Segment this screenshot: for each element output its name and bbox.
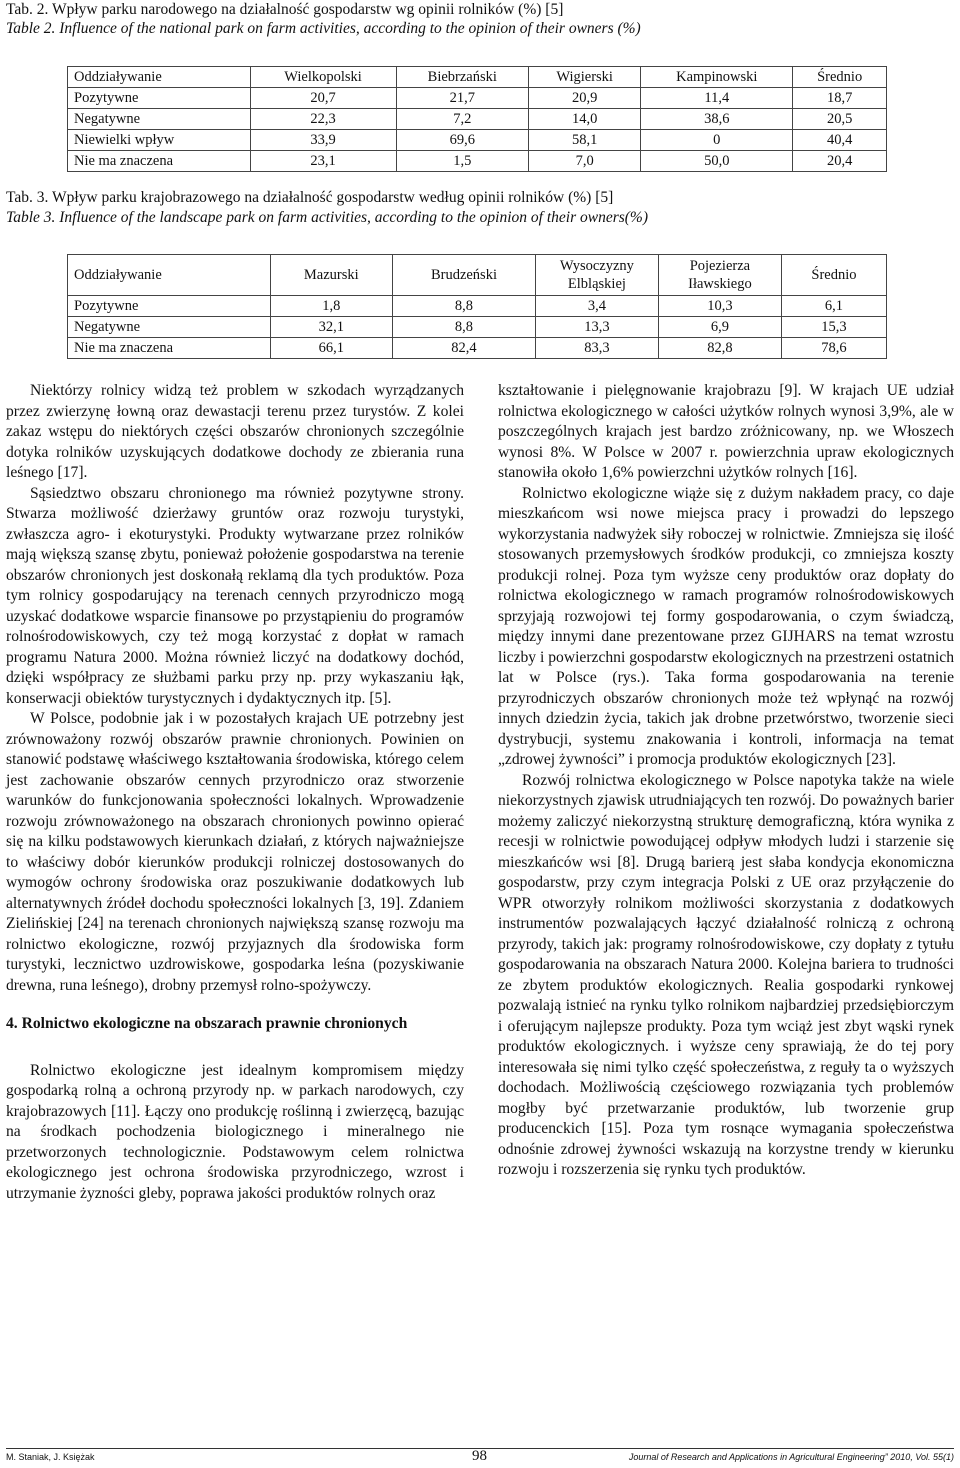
table-row: [68, 317, 887, 338]
table-cell: 82,4: [393, 338, 536, 359]
table-2: [67, 66, 887, 172]
table-cell: 32,1: [270, 317, 393, 338]
table-3: [67, 254, 887, 359]
table2-caption-en: Table 2. Influence of the national park on farm activities, according to the opinion of their owners (%): [6, 20, 641, 37]
footer-authors: M. Staniak, J. Księżak: [6, 1452, 95, 1462]
table-cell: 7,2: [396, 109, 529, 130]
table-cell: 8,8: [393, 296, 536, 317]
table-cell: 20,9: [529, 88, 641, 109]
table-row: [68, 338, 887, 359]
table-header-cell: Wysoczyzny Elbląskiej: [535, 255, 658, 296]
footer-journal: Journal of Research and Applications in Agricultural Engineering” 2010, Vol. 55(1): [628, 1452, 954, 1462]
table-cell: 3,4: [535, 296, 658, 317]
paragraph: Sąsiedztwo obszaru chronionego ma również pozytywne strony. Stwarza możliwość dzierżawy gruntów oraz rozwoju turystyki, zwłaszcza agro- i ekoturystyki. Produkty wytwarzane przez rolników mają większą szansę zbytu, ponieważ położenie gospodarstwa na terenie obszarów chronionych jest doskonałą reklamą dla tych produktów. Poza tym rolnicy gospodarujący na terenach cennych przyrodniczo mogą uzyskać dodatkowe wsparcie finansowe po przystąpieniu do programów rolnośrodowiskowych, czy też mogą korzystać z dopłat w ramach programu Natura 2000. Można również liczyć na dodatkowy dochód, dzięki współpracy ze służbami parku przy np. przy wykaszaniu łąk, konserwacji obiektów turystycznych i dydaktycznych itp. [5].: [6, 484, 464, 707]
table-cell: 58,1: [529, 130, 641, 151]
table-cell: 78,6: [781, 338, 886, 359]
table-cell: 7,0: [529, 151, 641, 172]
page-number: 98: [472, 1448, 487, 1464]
table-cell: 8,8: [393, 317, 536, 338]
table-header-cell: Wigierski: [529, 67, 641, 88]
table-cell: 14,0: [529, 109, 641, 130]
table-cell: 40,4: [793, 130, 887, 151]
table-header-cell: Oddziaływanie: [68, 67, 251, 88]
table-cell: 69,6: [396, 130, 529, 151]
table-cell: Pozytywne: [68, 296, 271, 317]
table-header-cell: Biebrzański: [396, 67, 529, 88]
table-cell: Negatywne: [68, 109, 251, 130]
table-cell: 0: [641, 130, 793, 151]
table-row: [68, 296, 887, 317]
table3-caption-en: Table 3. Influence of the landscape park on farm activities, according to the opinion of their owners(%): [6, 209, 649, 226]
table-cell: 1,5: [396, 151, 529, 172]
table-cell: 50,0: [641, 151, 793, 172]
table-cell: 18,7: [793, 88, 887, 109]
table2-caption-pl: Tab. 2. Wpływ parku narodowego na działalność gospodarstw wg opinii rolników (%) [5]: [6, 1, 564, 18]
section-heading: 4. Rolnictwo ekologiczne na obszarach prawnie chronionych: [6, 1015, 408, 1032]
table-cell: 38,6: [641, 109, 793, 130]
table-cell: 20,5: [793, 109, 887, 130]
paragraph: Rozwój rolnictwa ekologicznego w Polsce napotyka także na wiele niekorzystnych zjawisk utrudniających ten rozwój. Do poważnych barier możemy zaliczyć niekorzystną strukturę demograficzną, która wynika z recesji w rolnictwie powodującej odpływ młodych ludzi i starzenie się mieszkańców wsi [8]. Drugą barierą jest słaba kondycja ekonomiczna gospodarstw, przy czym integracja Polski z UE oraz przyłączenie do WPR otworzyły rolnikom możliwości skorzystania z dodatkowych instrumentów pozwalających łączyć działalność rolniczą z ochroną przyrody, takich jak: programy rolnośrodowiskowe, czy dopłaty z tytułu gospodarowania na obszarach Natura 2000. Kolejna bariera to trudności ze zbytem produktów ekologicznych. Realia gospodarki rynkowej pozwalają istnieć na rynku tylko rolnikom najbardziej przedsiębiorczym i oferującym najlepsze produkty. Poza tym wciąż jest zbyt wąski rynek produktów ekologicznych. i wyższe ceny sprawiają, że do tej pory interesowała się nimi tylko część społeczeństwa, z reguły ta o wyższych dochodach. Możliwością częściowego rozwiązania tych problemów mogłby być przetwarzanie produktów, lub tworzenie grup producenckich [15]. Poza tym rosnące wymagania społeczeństwa odnośnie zdrowej żywności wskazują na korzystne trendy w kierunku rozwoju i rozszerzenia się rynku tych produktów.: [498, 771, 954, 1178]
table-cell: 6,1: [781, 296, 886, 317]
table-header-row: [68, 67, 887, 88]
table-cell: 15,3: [781, 317, 886, 338]
paragraph: Rolnictwo ekologiczne jest idealnym kompromisem między gospodarką rolną a ochroną przyrody np. w parkach narodowych, czy krajobrazowych [11]. Łączy ono produkcję roślinną i zwierzęcą, bazując na środkach pochodzenia biologicznego i mineralnego nie przetworzonych technologicznie. Podstawowym celem rolnictwa ekologicznego jest ochrona środowiska przyrodniczego, wzrost i utrzymanie żyzności gleby, poprawa jakości produktów rolnych oraz: [6, 1061, 464, 1202]
table-row: [68, 130, 887, 151]
table-header-cell: Mazurski: [270, 255, 393, 296]
table-row: [68, 88, 887, 109]
table-cell: 20,7: [250, 88, 396, 109]
table-cell: 21,7: [396, 88, 529, 109]
table3-caption-pl: Tab. 3. Wpływ parku krajobrazowego na działalność gospodarstw według opinii rolników (%) [5]: [6, 189, 614, 206]
table-cell: Nie ma znaczena: [68, 151, 251, 172]
paragraph: Niektórzy rolnicy widzą też problem w szkodach wyrządzanych przez zwierzynę łowną oraz dewastacji terenu przez turystów. Z kolei zakaz wstępu do niektórych części obszarów chronionych szczególnie dotyka rolników uzyskujących dodatkowe dochody ze zbierania runa leśnego [17].: [6, 382, 464, 481]
table-row: [68, 151, 887, 172]
table-header-row: [68, 255, 887, 296]
table-header-cell: Pojezierza Iławskiego: [658, 255, 781, 296]
table-cell: 83,3: [535, 338, 658, 359]
table-header-cell: Brudzeński: [393, 255, 536, 296]
paragraph: Rolnictwo ekologiczne wiąże się z dużym nakładem pracy, co daje mieszkańcom wsi nowe miejsca pracy i prowadzi do lepszego wykorzystania nadwyżek siły roboczej w rolnictwie. Zmniejsza się ilość stosowanych przemysłowych środków produkcji, co zmniejsza koszty produkcji rolnej. Poza tym wyższe ceny produktów oraz dopłaty do rolnictwa ekologicznego w ramach programów rolnośrodowiskowych sprzyjają rozwojowi tej formy gospodarowania, o czym świadczą, między innymi dane prezentowane przez GIJHARS na temat wzrostu liczby i powierzchni gospodarstw ekologicznych na przestrzeni ostatnich lat w Polsce (rys.). Taka forma gospodarowania na terenie przyrodniczych obszarów chronionych może też wpłynąć na rozwój innych dziedzin życia, takich jak drobne przetwórstwo, tworzenie sieci dystrybucji, systemu znakowania i kontroli, informacja na temat „zdrowej żywności” i promocja produktów ekologicznych [23].: [498, 484, 954, 768]
table-header-cell: Średnio: [793, 67, 887, 88]
table-header-cell: Wielkopolski: [250, 67, 396, 88]
table-cell: 20,4: [793, 151, 887, 172]
table-cell: 22,3: [250, 109, 396, 130]
table-cell: 66,1: [270, 338, 393, 359]
table-cell: Negatywne: [68, 317, 271, 338]
table-cell: 6,9: [658, 317, 781, 338]
table-cell: 33,9: [250, 130, 396, 151]
table-header-cell: Średnio: [781, 255, 886, 296]
table-cell: 82,8: [658, 338, 781, 359]
paragraph: kształtowanie i pielęgnowanie krajobrazu [9]. W krajach UE udział rolnictwa ekologicznego w całości użytków rolnych wynosi 3,9%, ale w poszczególnych krajach jest bardzo zróżnicowany, np. we Włoszech wynosi 8%. W Polsce w 2007 r. powierzchnia upraw ekologicznych stanowiła około 1,6% powierzchni użytków rolnych [16].: [498, 382, 954, 481]
table-cell: 23,1: [250, 151, 396, 172]
left-column: [6, 381, 464, 1204]
table-cell: 13,3: [535, 317, 658, 338]
right-column: [498, 381, 954, 1181]
table-cell: Nie ma znaczena: [68, 338, 271, 359]
table-cell: 11,4: [641, 88, 793, 109]
table-header-cell: Oddziaływanie: [68, 255, 271, 296]
table-cell: Niewielki wpływ: [68, 130, 251, 151]
table-cell: Pozytywne: [68, 88, 251, 109]
table-cell: 10,3: [658, 296, 781, 317]
table-header-cell: Kampinowski: [641, 67, 793, 88]
table-cell: 1,8: [270, 296, 393, 317]
table-row: [68, 109, 887, 130]
paragraph: W Polsce, podobnie jak i w pozostałych krajach UE potrzebny jest zrównoważony rozwój obszarów prawnie chronionych. Powinien on stanowić podstawę właściwego kształtowania środowiska, którego celem jest zachowanie obszarów cennych przyrodniczo oraz stworzenie warunków do funkcjonowania społeczności lokalnych. Wprowadzenie rozwoju zrównoważonego na obszarach chronionych powinno opierać się na kilku podstawowych kierunkach działań, z których najważniejsze to właściwy dobór kierunków produkcji rolniczej dostosowanych do wymogów ochrony środowiska oraz poszukiwanie dodatkowych lub alternatywnych źródeł dochodu społeczności lokalnych [3, 19]. Zdaniem Zielińskiej [24] na terenach chronionych największą szansę rozwoju ma rolnictwo ekologiczne, rozwój przyjaznych dla środowiska form turystyki, lecznictwo uzdrowiskowe, gospodarka leśna (pozyskiwanie drewna, runa leśnego), drobny przemysł rolno-spożywczy.: [6, 710, 464, 994]
